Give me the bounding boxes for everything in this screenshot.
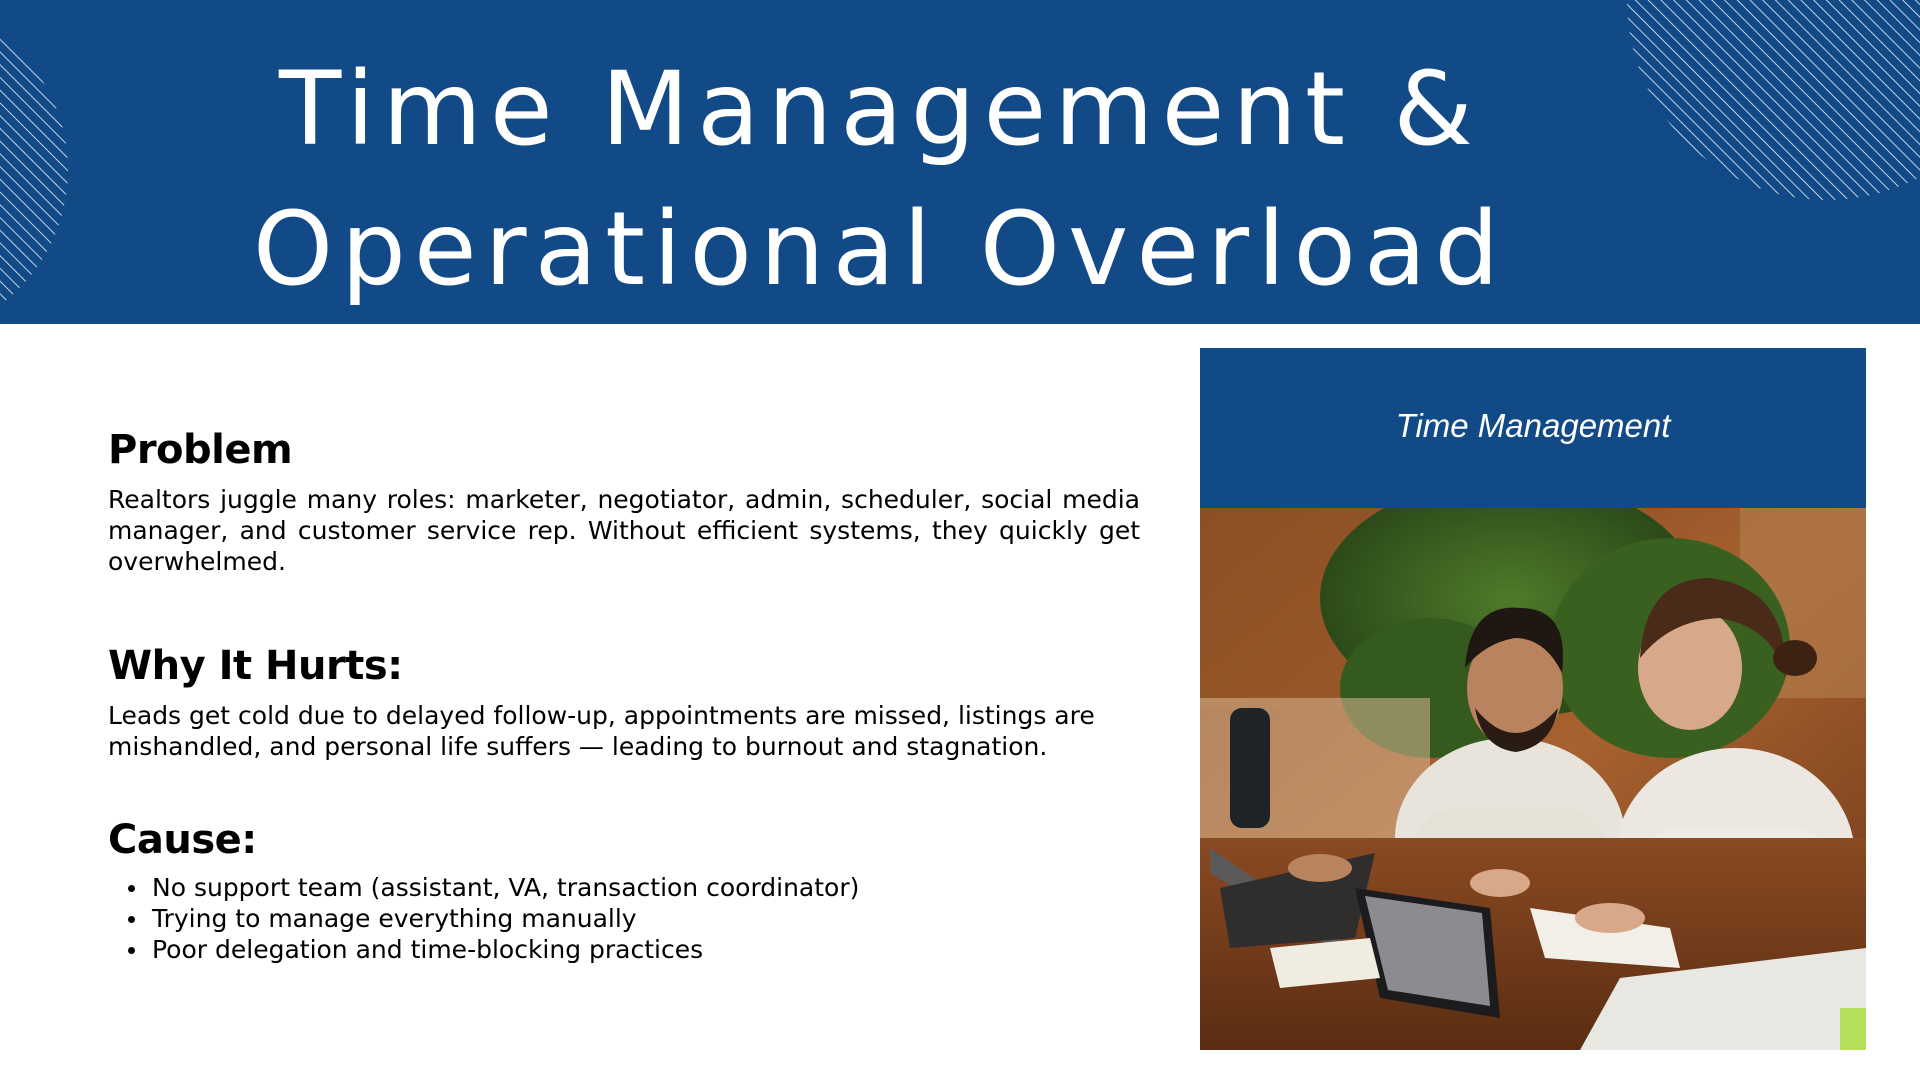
- cause-list: [128, 872, 859, 965]
- slide-title-line-2: Operational Overload: [252, 190, 1508, 309]
- card-header: [1200, 348, 1866, 508]
- time-management-card: [1200, 348, 1866, 1050]
- card-title: Time Management: [1395, 407, 1671, 444]
- cause-list-item: No support team (assistant, VA, transaction coordinator): [128, 872, 859, 903]
- problem-text: Realtors juggle many roles: marketer, negotiator, admin, scheduler, social media manager, and customer service rep. Without efficient systems, they quickly get overwhelmed.: [108, 485, 1140, 576]
- problem-heading: Problem: [108, 427, 293, 473]
- cause-list-item: Trying to manage everything manually: [128, 903, 859, 934]
- slide-title: [0, 40, 1760, 320]
- slide-title-line-1: Time Management &: [279, 50, 1481, 169]
- why-it-hurts-heading: Why It Hurts:: [108, 643, 403, 689]
- cause-list-item: Poor delegation and time-blocking practices: [128, 934, 859, 965]
- photo-illustration: [1200, 508, 1866, 1050]
- cause-heading: Cause:: [108, 817, 257, 863]
- title-banner: [0, 0, 1920, 324]
- photo-people-working: [1200, 508, 1866, 1050]
- why-it-hurts-text: Leads get cold due to delayed follow-up, appointments are missed, listings are mishandled, and personal life suffers — leading to burnout and stagnation.: [108, 701, 1095, 761]
